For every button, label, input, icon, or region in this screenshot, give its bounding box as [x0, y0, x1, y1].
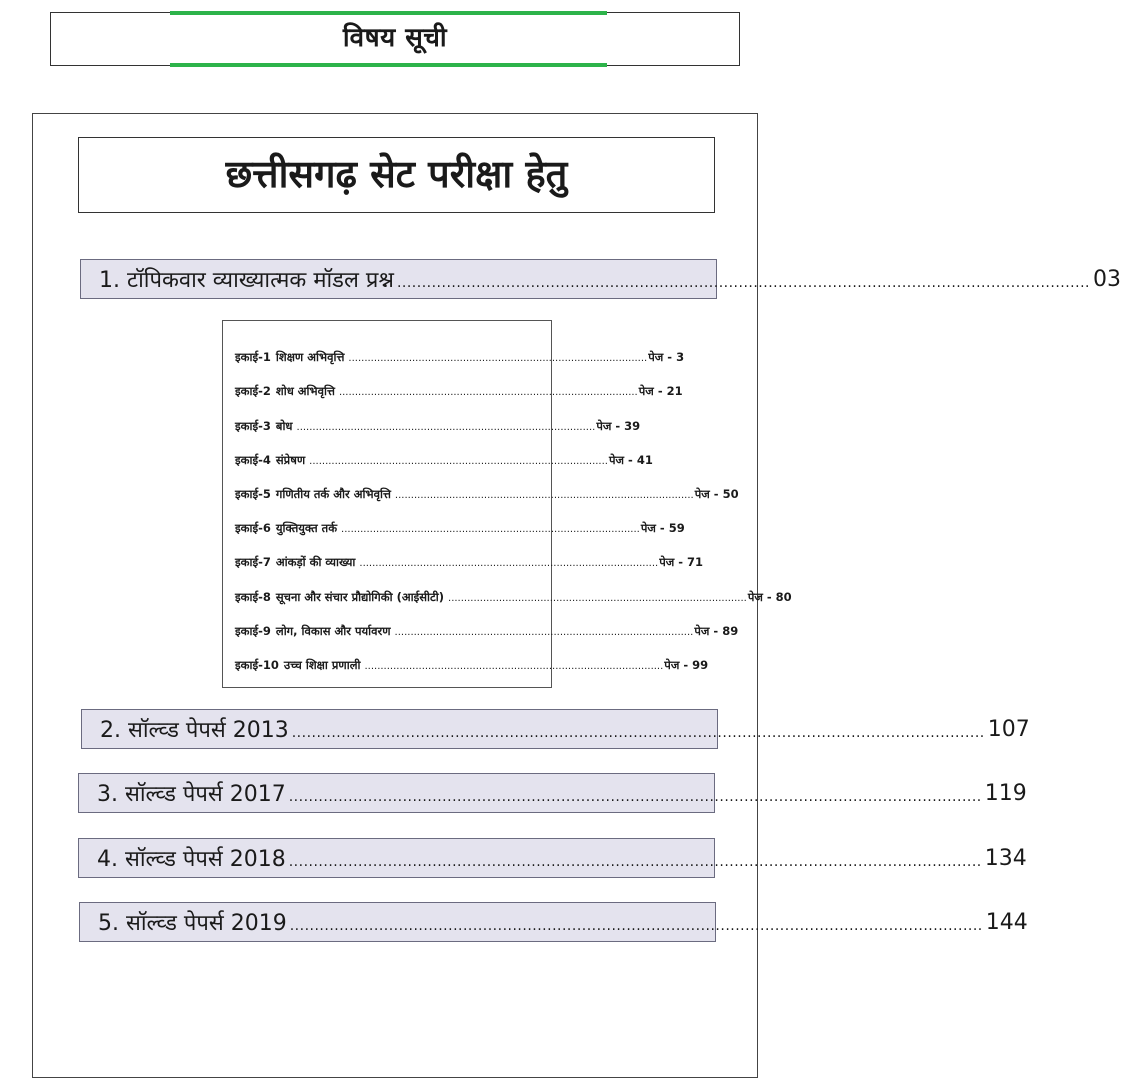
heading-rule-bottom	[170, 63, 607, 67]
toc-section-1[interactable]	[80, 259, 1121, 299]
leader-dots: ..............................................................................................	[348, 353, 648, 365]
unit-name: संप्रेषण	[275, 452, 306, 467]
unit-label: इकाई-10	[235, 657, 279, 672]
unit-name: गणितीय तर्क और अभिवृत्ति	[275, 486, 391, 501]
leader-dots: ..............................................................................................	[341, 524, 640, 536]
leader-dots: ..............................................................................................	[394, 626, 694, 638]
unit-page: पेज - 3	[648, 350, 685, 365]
leader-dots: ............................................................................................................................................	[396, 275, 1090, 291]
unit-item[interactable]	[235, 399, 641, 433]
unit-item[interactable]	[235, 536, 704, 570]
section-page: 144	[985, 909, 1028, 935]
leader-dots: ..............................................................................................	[309, 455, 608, 467]
section-label: 5. सॉल्व्ड पेपर्स 2019	[98, 911, 287, 936]
leader-dots: ............................................................................................................................................	[288, 789, 982, 805]
unit-page: पेज - 99	[664, 657, 709, 672]
section-page: 03	[1092, 266, 1121, 292]
toc-section-3[interactable]	[78, 773, 1027, 813]
unit-label: इकाई-1	[235, 350, 271, 365]
section-label: 4. सॉल्व्ड पेपर्स 2018	[97, 847, 286, 872]
unit-item[interactable]	[235, 468, 739, 502]
leader-dots: ..............................................................................................	[448, 592, 747, 604]
leader-dots: ............................................................................................................................................	[289, 918, 983, 934]
unit-page: पेज - 89	[694, 623, 739, 638]
unit-name: लोग, विकास और पर्यावरण	[275, 623, 391, 638]
unit-label: इकाई-8	[235, 589, 271, 604]
unit-name: सूचना और संचार प्रौद्योगिकी (आईसीटी)	[275, 589, 445, 604]
toc-section-5[interactable]	[79, 902, 1028, 942]
unit-page: पेज - 80	[747, 589, 792, 604]
unit-page: पेज - 59	[640, 521, 685, 536]
section-label: 2. सॉल्व्ड पेपर्स 2013	[100, 718, 289, 743]
unit-page: पेज - 21	[638, 384, 683, 399]
toc-heading: विषय सूची	[342, 23, 448, 53]
unit-item[interactable]	[235, 331, 685, 365]
toc-section-4[interactable]	[78, 838, 1027, 878]
unit-item[interactable]	[235, 605, 739, 639]
toc-section-2[interactable]	[81, 709, 1030, 749]
unit-list	[222, 320, 792, 688]
unit-page: पेज - 50	[694, 486, 739, 501]
section-page: 107	[987, 716, 1030, 742]
leader-dots: ............................................................................................................................................	[288, 854, 982, 870]
unit-item[interactable]	[235, 502, 685, 536]
unit-page: पेज - 71	[659, 555, 704, 570]
unit-label: इकाई-5	[235, 486, 271, 501]
unit-item[interactable]	[235, 570, 792, 604]
leader-dots: ..............................................................................................	[296, 421, 596, 433]
section-page: 134	[984, 845, 1027, 871]
leader-dots: ..............................................................................................	[364, 660, 664, 672]
exam-title: छत्तीसगढ़ सेट परीक्षा हेतु	[78, 137, 715, 213]
unit-name: शोध अभिवृत्ति	[275, 384, 335, 399]
section-label: 1. टॉपिकवार व्याख्यात्मक मॉडल प्रश्न	[99, 268, 394, 293]
unit-name: बोध	[275, 418, 293, 433]
unit-page: पेज - 39	[596, 418, 641, 433]
unit-label: इकाई-3	[235, 418, 271, 433]
unit-label: इकाई-7	[235, 555, 271, 570]
unit-item[interactable]	[235, 639, 709, 673]
unit-name: आंकड़ों की व्याख्या	[275, 555, 356, 570]
unit-label: इकाई-2	[235, 384, 271, 399]
leader-dots: ..............................................................................................	[394, 489, 694, 501]
unit-label: इकाई-6	[235, 521, 271, 536]
unit-page: पेज - 41	[608, 452, 653, 467]
unit-label: इकाई-9	[235, 623, 271, 638]
unit-item[interactable]	[235, 434, 653, 468]
unit-item[interactable]	[235, 365, 683, 399]
section-page: 119	[984, 780, 1027, 806]
unit-name: शिक्षण अभिवृत्ति	[275, 350, 345, 365]
leader-dots: ............................................................................................................................................	[291, 725, 985, 741]
unit-name: उच्च शिक्षा प्रणाली	[283, 657, 361, 672]
section-label: 3. सॉल्व्ड पेपर्स 2017	[97, 782, 286, 807]
unit-label: इकाई-4	[235, 452, 271, 467]
unit-name: युक्तियुक्त तर्क	[275, 521, 338, 536]
leader-dots: ..............................................................................................	[359, 558, 659, 570]
leader-dots: ..............................................................................................	[338, 387, 638, 399]
